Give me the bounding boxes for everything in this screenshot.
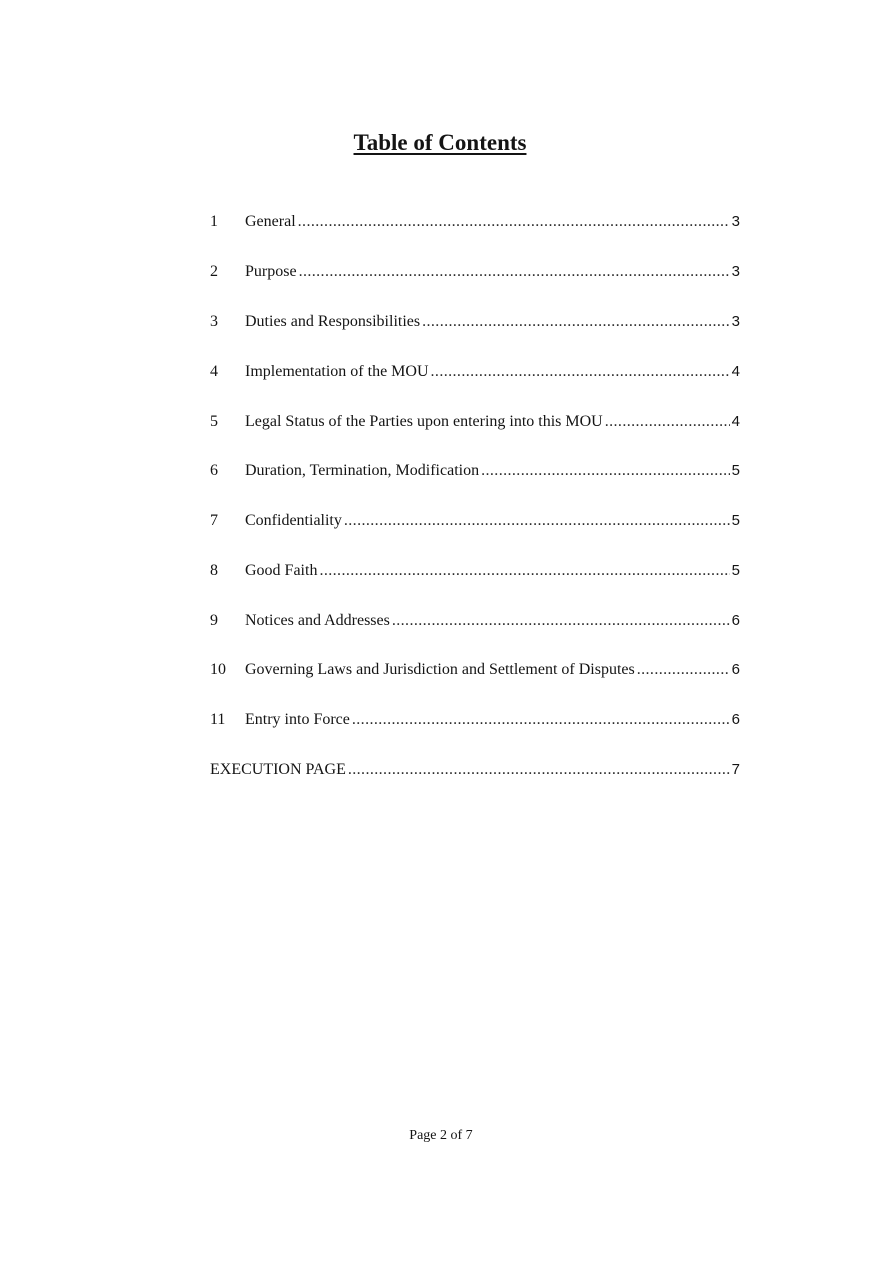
toc-entry-governing-laws[interactable]: [210, 656, 740, 684]
toc-entry-page: 4: [731, 363, 740, 380]
toc-entry-title: Entry into Force: [245, 711, 350, 728]
toc-entry-number: 4: [210, 363, 218, 380]
toc-entry-number: 6: [210, 462, 218, 479]
toc-entry-number: 8: [210, 562, 218, 579]
toc-entry-implementation[interactable]: [210, 358, 740, 386]
dot-leader: [431, 358, 730, 386]
dot-leader: [481, 457, 730, 485]
toc-entry-number: 5: [210, 413, 218, 430]
dot-leader: [637, 656, 730, 684]
dot-leader: [319, 557, 729, 585]
toc-entry-legal-status[interactable]: [210, 408, 740, 436]
toc-entry-number: 11: [210, 711, 226, 728]
toc-entry-page: 7: [731, 761, 740, 778]
toc-entry-title: EXECUTION PAGE: [210, 761, 346, 778]
toc-entry-title: Duration, Termination, Modification: [245, 462, 480, 479]
toc-entry-title: Governing Laws and Jurisdiction and Settlement of Disputes: [245, 661, 635, 678]
dot-leader: [344, 507, 730, 535]
toc-entry-page: 5: [731, 512, 740, 529]
toc-entry-confidentiality[interactable]: [210, 507, 740, 535]
toc-entry-page: 6: [731, 612, 740, 629]
toc-entry-title: Notices and Addresses: [245, 612, 390, 629]
dot-leader: [605, 408, 730, 436]
toc-entry-page: 3: [731, 313, 740, 330]
dot-leader: [352, 706, 730, 734]
toc-entry-title: Good Faith: [245, 562, 318, 579]
toc-entry-title: Confidentiality: [245, 512, 342, 529]
page-title: Table of Contents: [353, 130, 527, 155]
toc-entry-page: 6: [731, 661, 740, 678]
toc-entry-title: Legal Status of the Parties upon entering into this MOU: [245, 413, 603, 430]
toc-entry-number: 3: [210, 313, 218, 330]
toc-entry-page: 5: [731, 462, 740, 479]
toc-entry-execution-page[interactable]: [210, 756, 740, 784]
dot-leader: [392, 607, 730, 635]
toc-entry-purpose[interactable]: [210, 258, 740, 286]
toc-entry-title: Duties and Responsibilities: [245, 313, 421, 330]
dot-leader: [422, 308, 730, 336]
toc-entry-page: 3: [731, 263, 740, 280]
toc-entry-number: 1: [210, 213, 218, 230]
toc-entry-duties[interactable]: [210, 308, 740, 336]
toc-entry-title: Purpose: [245, 263, 297, 280]
toc-entry-number: 10: [210, 661, 226, 678]
toc-entry-number: 9: [210, 612, 218, 629]
toc-entry-notices[interactable]: [210, 607, 740, 635]
toc-entry-entry-into-force[interactable]: [210, 706, 740, 734]
page-footer: Page 2 of 7: [409, 1128, 473, 1143]
toc-entry-duration[interactable]: [210, 457, 740, 485]
dot-leader: [298, 208, 730, 236]
toc-entry-good-faith[interactable]: [210, 557, 740, 585]
dot-leader: [348, 756, 730, 784]
toc-entry-page: 3: [731, 213, 740, 230]
toc-entry-page: 6: [731, 711, 740, 728]
dot-leader: [299, 258, 730, 286]
toc-entry-number: 7: [210, 512, 218, 529]
toc-entry-general[interactable]: [210, 208, 740, 236]
toc-entry-title: General: [245, 213, 296, 230]
toc-entry-number: 2: [210, 263, 218, 280]
toc-entry-title: Implementation of the MOU: [245, 363, 429, 380]
toc-entry-page: 4: [731, 413, 740, 430]
toc-entry-page: 5: [731, 562, 740, 579]
